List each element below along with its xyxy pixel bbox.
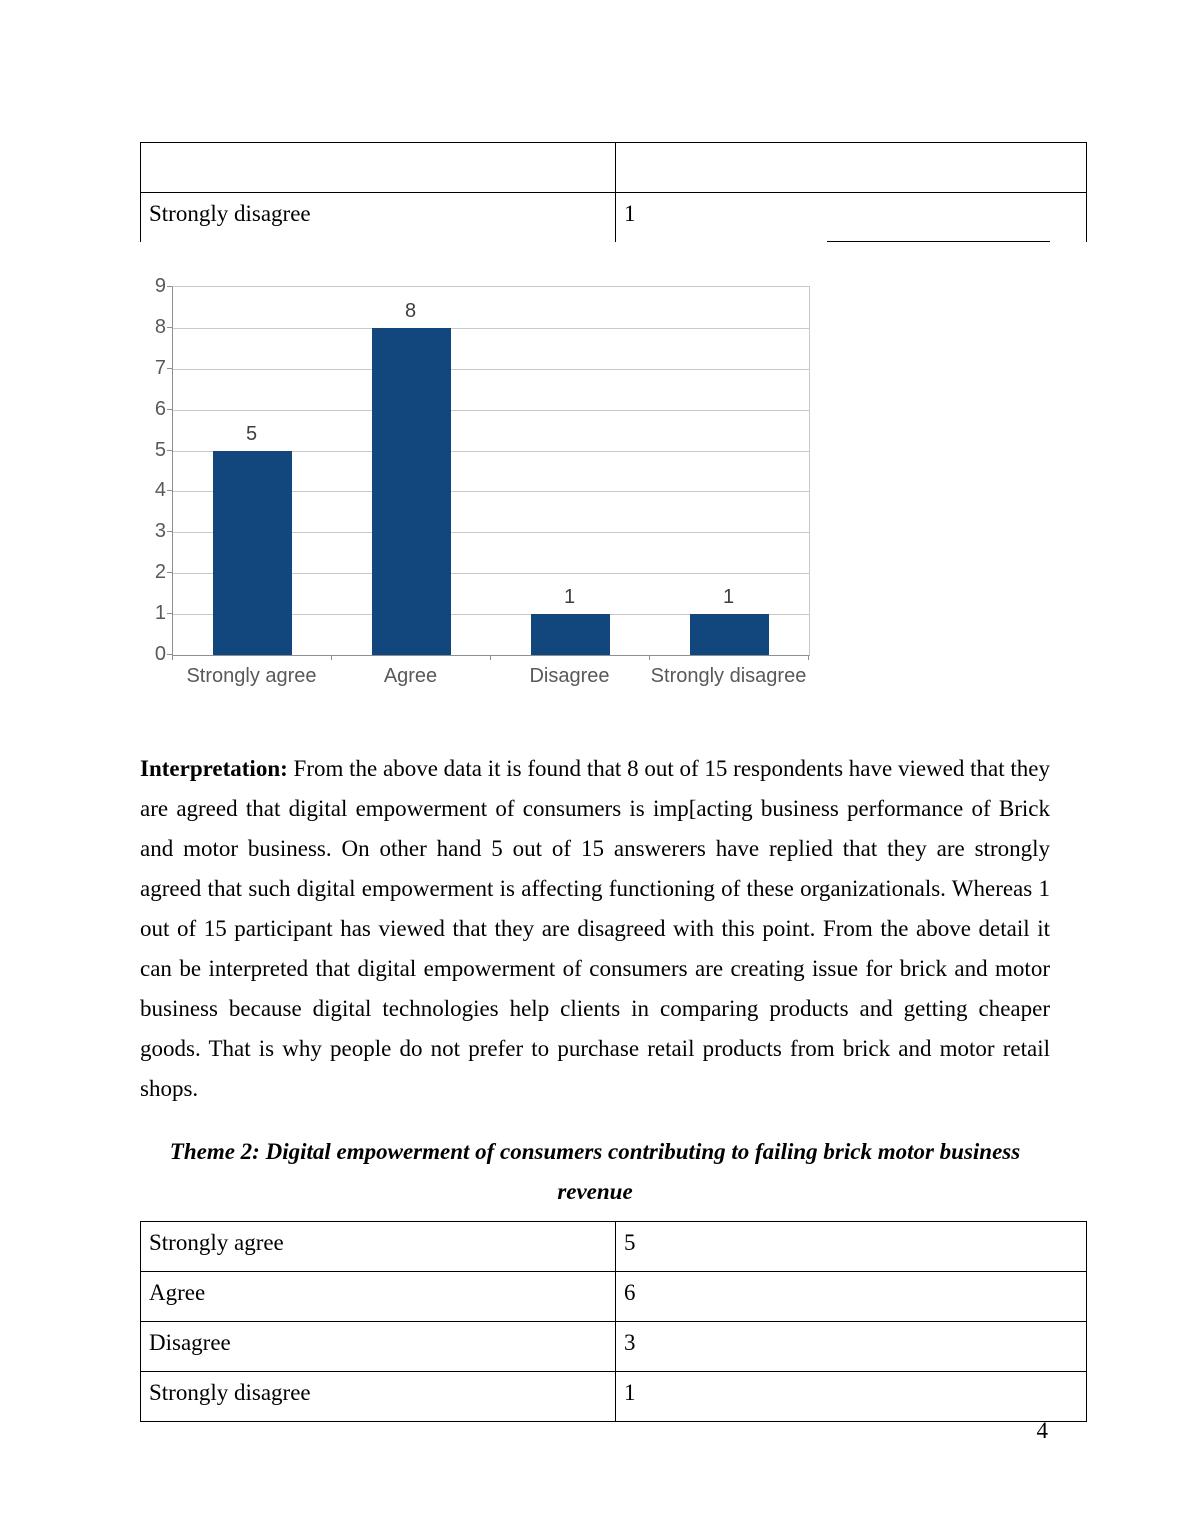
theme2-table-wrap <box>140 1221 1050 1422</box>
y-axis-tick-mark <box>167 327 172 328</box>
y-axis-tick-label: 2 <box>154 561 166 584</box>
x-axis-tick-mark <box>172 655 173 660</box>
table-row <box>141 143 1087 193</box>
x-axis-tick-mark <box>331 655 332 660</box>
bar-agree <box>372 328 451 655</box>
x-axis-tick-mark <box>808 655 809 660</box>
x-axis-tick-mark <box>490 655 491 660</box>
data-label-strongly-disagree: 1 <box>722 586 735 609</box>
x-axis-tick-mark <box>649 655 650 660</box>
bar-strongly-agree <box>213 451 292 655</box>
survey-table-theme2 <box>140 1221 1087 1422</box>
table-cell-label: Strongly disagree <box>141 193 616 243</box>
y-axis-tick-label: 6 <box>154 397 166 420</box>
page-number: 4 <box>1036 1418 1048 1443</box>
table-row <box>141 1372 1087 1422</box>
bar-chart <box>140 269 820 693</box>
gridline <box>173 369 809 370</box>
table-row <box>141 1272 1087 1322</box>
table-cell-value <box>616 143 1087 193</box>
y-axis-tick-mark <box>167 409 172 410</box>
survey-table-fragment <box>140 142 1050 242</box>
theme2-heading: Theme 2: Digital empowerment of consumers contributing to failing brick motor business revenue <box>169 1139 1021 1204</box>
table-cell-label: Agree <box>141 1272 616 1322</box>
category-label-agree: Agree <box>383 665 438 687</box>
y-axis-tick-mark <box>167 531 172 532</box>
table-cell-label: Disagree <box>141 1322 616 1372</box>
table-row <box>141 1222 1087 1272</box>
y-axis-tick-mark <box>167 490 172 491</box>
page-content <box>140 142 1050 1422</box>
data-label-agree: 8 <box>404 299 417 322</box>
y-axis-tick-mark <box>167 572 172 573</box>
y-axis-tick-mark <box>167 613 172 614</box>
data-label-strongly-agree: 5 <box>245 422 258 445</box>
table-cell-value: 1 <box>616 1372 1087 1422</box>
category-label-disagree: Disagree <box>529 665 610 687</box>
y-axis-tick-label: 4 <box>154 479 166 502</box>
interpretation-text: From the above data it is found that 8 out of 15 respondents have viewed that they are agreed that digital empowerment of consumers is imp[acting business performance of Brick and motor business. On other hand 5 out of 15 answerers have replied that they are strongly agreed that such digital empowerment is affecting functioning of these organizationals. Whereas 1 out of 15 participant has viewed that they are disagreed with this point. From the above detail it can be interpreted that digital empowerment of consumers are creating issue for brick and motor business because digital technologies help clients in comparing products and getting cheaper goods. That is why people do not prefer to purchase retail products from brick and motor retail shops. <box>140 756 1050 1101</box>
y-axis-tick-label: 3 <box>154 520 166 543</box>
y-axis-tick-mark <box>167 286 172 287</box>
table-cell-value: 3 <box>616 1322 1087 1372</box>
category-label-strongly-disagree: Strongly disagree <box>650 665 807 687</box>
interpretation-paragraph <box>140 749 1050 1109</box>
gridline <box>173 328 809 329</box>
data-label-disagree: 1 <box>563 586 576 609</box>
survey-table-top <box>140 142 1087 242</box>
y-axis-tick-mark <box>167 450 172 451</box>
table-row <box>141 1322 1087 1372</box>
gridline <box>173 410 809 411</box>
table-cell-label: Strongly disagree <box>141 1372 616 1422</box>
bar-disagree <box>531 614 610 655</box>
interpretation-label: Interpretation: <box>140 756 288 781</box>
table-cell-value: 6 <box>616 1272 1087 1322</box>
table-cell-value: 5 <box>616 1222 1087 1272</box>
category-label-strongly-agree: Strongly agree <box>186 665 317 687</box>
table-row <box>141 193 1087 243</box>
table-cell-label <box>141 143 616 193</box>
bar-strongly-disagree <box>690 614 769 655</box>
table-cell-value: 1 <box>616 193 1087 243</box>
y-axis-tick-label: 1 <box>154 602 166 625</box>
y-axis-tick-label: 8 <box>154 315 166 338</box>
y-axis-tick-label: 9 <box>154 275 166 297</box>
y-axis-tick-label: 7 <box>154 356 166 379</box>
y-axis-tick-label: 5 <box>154 438 166 461</box>
y-axis-tick-mark <box>167 368 172 369</box>
y-axis-tick-label: 0 <box>154 643 166 665</box>
table-cell-label: Strongly agree <box>141 1222 616 1272</box>
table-partial-border <box>827 241 1050 242</box>
